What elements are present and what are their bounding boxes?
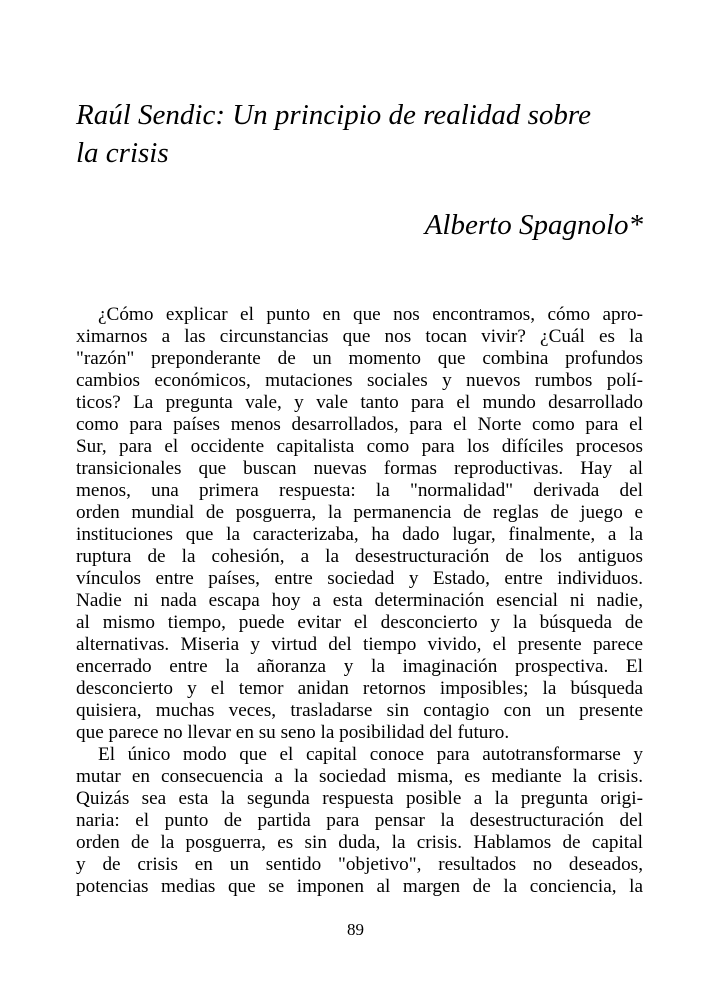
body-line: El único modo que el capital conoce para autotransformarse y	[98, 744, 643, 765]
body-line: orden mundial de posguerra, la permanencia de reglas de juego e	[76, 502, 643, 523]
title-line-1: Raúl Sendic: Un principio de realidad sobre	[76, 99, 591, 131]
body-line: Nadie ni nada escapa hoy a esta determinación esencial ni nadie,	[76, 590, 643, 611]
body-line: Quizás sea esta la segunda respuesta posible a la pregunta origi-	[76, 788, 643, 809]
body-line: naria: el punto de partida para pensar la desestructuración del	[76, 810, 643, 831]
article-title	[76, 96, 676, 172]
body-line: quisiera, muchas veces, trasladarse sin contagio con un presente	[76, 700, 643, 721]
body-line: ¿Cómo explicar el punto en que nos encontramos, cómo apro-	[98, 304, 643, 325]
body-line: "razón" preponderante de un momento que combina profundos	[76, 348, 643, 369]
body-line: transicionales que buscan nuevas formas reproductivas. Hay al	[76, 458, 643, 479]
body-line: encerrado entre la añoranza y la imaginación prospectiva. El	[76, 656, 643, 677]
body-line: y de crisis en un sentido "objetivo", resultados no deseados,	[76, 854, 643, 875]
body-line: ximarnos a las circunstancias que nos tocan vivir? ¿Cuál es la	[76, 326, 643, 347]
body-line: alternativas. Miseria y virtud del tiempo vivido, el presente parece	[76, 634, 643, 655]
body-line: mutar en consecuencia a la sociedad misma, es mediante la crisis.	[76, 766, 643, 787]
body-line: vínculos entre países, entre sociedad y Estado, entre individuos.	[76, 568, 643, 589]
page-number: 89	[347, 920, 364, 939]
body-line: menos, una primera respuesta: la "normalidad" derivada del	[76, 480, 643, 501]
body-line: ruptura de la cohesión, a la desestructuración de los antiguos	[76, 546, 643, 567]
article-body	[76, 304, 643, 898]
body-line: orden de la posguerra, es sin duda, la crisis. Hablamos de capital	[76, 832, 643, 853]
body-line: al mismo tiempo, puede evitar el desconcierto y la búsqueda de	[76, 612, 643, 633]
author-name: Alberto Spagnolo*	[424, 209, 643, 241]
body-line: instituciones que la caracterizaba, ha dado lugar, finalmente, a la	[76, 524, 643, 545]
body-line: potencias medias que se imponen al margen de la conciencia, la	[76, 876, 643, 897]
body-line: desconcierto y el temor anidan retornos imposibles; la búsqueda	[76, 678, 643, 699]
body-line: cambios económicos, mutaciones sociales y nuevos rumbos polí-	[76, 370, 643, 391]
body-line: ticos? La pregunta vale, y vale tanto para el mundo desarrollado	[76, 392, 643, 413]
title-line-2: la crisis	[76, 137, 169, 169]
body-line: Sur, para el occidente capitalista como para los difíciles procesos	[76, 436, 643, 457]
body-line: como para países menos desarrollados, para el Norte como para el	[76, 414, 643, 435]
body-line: que parece no llevar en su seno la posibilidad del futuro.	[76, 722, 510, 743]
